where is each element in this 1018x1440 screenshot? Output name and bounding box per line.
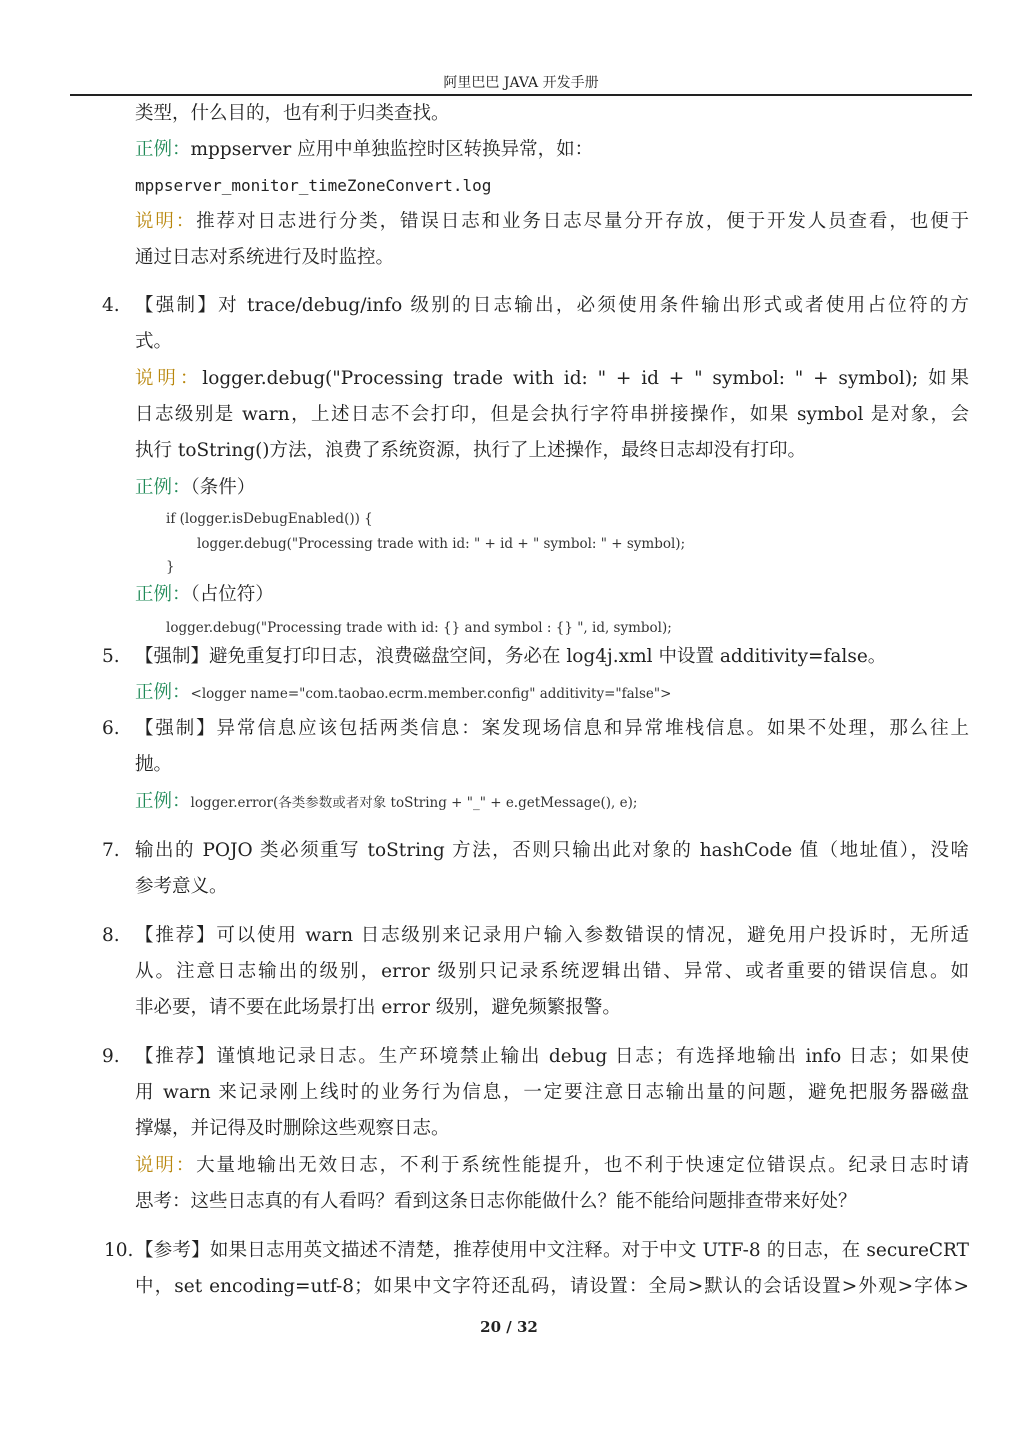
item-9-number: 9. (102, 1046, 120, 1067)
item-9-note-line-1 (135, 1154, 969, 1178)
item-9-line-3: 撑爆，并记得及时删除这些观察日志。 (135, 1118, 450, 1139)
item-9-line-2: 用 warn 来记录刚上线时的业务行为信息，一定要注意日志输出量的问题，避免把服务器磁盘 (135, 1082, 969, 1103)
example-label: 正例： (135, 682, 191, 703)
example-label: 正例： (135, 791, 191, 812)
item-4-example-2 (135, 583, 274, 607)
item-8-line-3: 非必要，请不要在此场景打出 error 级别，避免频繁报警。 (135, 997, 621, 1018)
item-7-line-1: 输出的 POJO 类必须重写 toString 方法，否则只输出此对象的 hashCode 值（地址值），没啥 (135, 840, 969, 861)
example-label: 正例： (135, 139, 191, 160)
note-label: 说明： (135, 1155, 197, 1176)
item-4-line-1: 【强制】对 trace/debug/info 级别的日志输出，必须使用条件输出形式或者使用占位符的方 (135, 295, 969, 316)
intro-note-line-2: 通过日志对系统进行及时监控。 (135, 247, 395, 268)
item-8-number: 8. (102, 925, 120, 946)
item-5-example (135, 681, 671, 705)
note-text: logger.debug("Processing trade with id: " + id + " symbol: " + symbol); 如果 (202, 368, 969, 389)
example-code: logger.error(各类参数或者对象 toString + "_" + e.getMessage(), e); (190, 795, 638, 811)
intro-example (135, 138, 593, 162)
item-10-line-1: 【参考】如果日志用英文描述不清楚，推荐使用中文注释。对于中文 UTF-8 的日志，在 secureCRT (135, 1240, 969, 1261)
item-4-example-1 (135, 476, 255, 500)
note-label: 说明： (135, 368, 203, 389)
item-7-number: 7. (102, 840, 120, 861)
example-code: <logger name="com.taobao.ecrm.member.config" additivity="false"> (190, 686, 672, 702)
item-4-note-line-2: 日志级别是 warn，上述日志不会打印，但是会执行字符串拼接操作，如果 symbol 是对象，会 (135, 404, 969, 425)
intro-line-1: 类型，什么目的，也有利于归类查找。 (135, 103, 450, 124)
item-5-line-1: 【强制】避免重复打印日志，浪费磁盘空间，务必在 log4j.xml 中设置 additivity=false。 (135, 646, 887, 667)
item-6-line-2: 抛。 (135, 754, 173, 775)
intro-note-line-1 (135, 210, 969, 234)
note-label: 说明： (135, 211, 197, 232)
example-label: 正例： (135, 477, 191, 498)
intro-example-file: mppserver_monitor_timeZoneConvert.log (135, 176, 492, 195)
item-4-line-2: 式。 (135, 331, 173, 352)
item-8-line-1: 【推荐】可以使用 warn 日志级别来记录用户输入参数错误的情况，避免用户投诉时，无所适 (135, 925, 969, 946)
item-7-line-2: 参考意义。 (135, 876, 228, 897)
code-line-1: if (logger.isDebugEnabled()) { (166, 511, 373, 527)
example-label: 正例： (135, 584, 191, 605)
item-5-number: 5. (102, 646, 120, 667)
example-text: （占位符） (190, 584, 274, 605)
item-6-number: 6. (102, 718, 120, 739)
code-line-4: logger.debug("Processing trade with id: {} and symbol : {} ", id, symbol); (166, 620, 672, 636)
item-10-line-2: 中，set encoding=utf-8；如果中文字符还乱码，请设置：全局>默认的会话设置>外观>字体> (135, 1276, 969, 1297)
example-text: mppserver 应用中单独监控时区转换异常，如： (190, 139, 594, 160)
item-8-line-2: 从。注意日志输出的级别，error 级别只记录系统逻辑出错、异常、或者重要的错误信息。如 (135, 961, 969, 982)
item-6-line-1: 【强制】异常信息应该包括两类信息：案发现场信息和异常堆栈信息。如果不处理，那么往上 (135, 718, 969, 739)
page-header-title: 阿里巴巴 JAVA 开发手册 (443, 75, 599, 91)
item-4-note-line-1 (135, 367, 969, 391)
header-divider (70, 94, 972, 96)
code-line-3: } (166, 559, 175, 575)
item-10-number: 10. (104, 1240, 134, 1261)
example-text: （条件） (190, 477, 256, 498)
item-6-example (135, 790, 637, 814)
page-number: 20 / 32 (480, 1318, 538, 1336)
item-9-note-line-2: 思考：这些日志真的有人看吗？看到这条日志你能做什么？能不能给问题排查带来好处？ (135, 1191, 857, 1212)
item-4-note-line-3: 执行 toString()方法，浪费了系统资源，执行了上述操作，最终日志却没有打印。 (135, 440, 807, 461)
note-text: 大量地输出无效日志，不利于系统性能提升，也不利于快速定位错误点。纪录日志时请 (196, 1155, 969, 1176)
item-9-line-1: 【推荐】谨慎地记录日志。生产环境禁止输出 debug 日志；有选择地输出 info 日志；如果使 (135, 1046, 969, 1067)
note-text: 推荐对日志进行分类，错误日志和业务日志尽量分开存放，便于开发人员查看，也便于 (196, 211, 969, 232)
item-4-number: 4. (102, 295, 120, 316)
code-line-2: logger.debug("Processing trade with id: " + id + " symbol: " + symbol); (197, 536, 686, 552)
